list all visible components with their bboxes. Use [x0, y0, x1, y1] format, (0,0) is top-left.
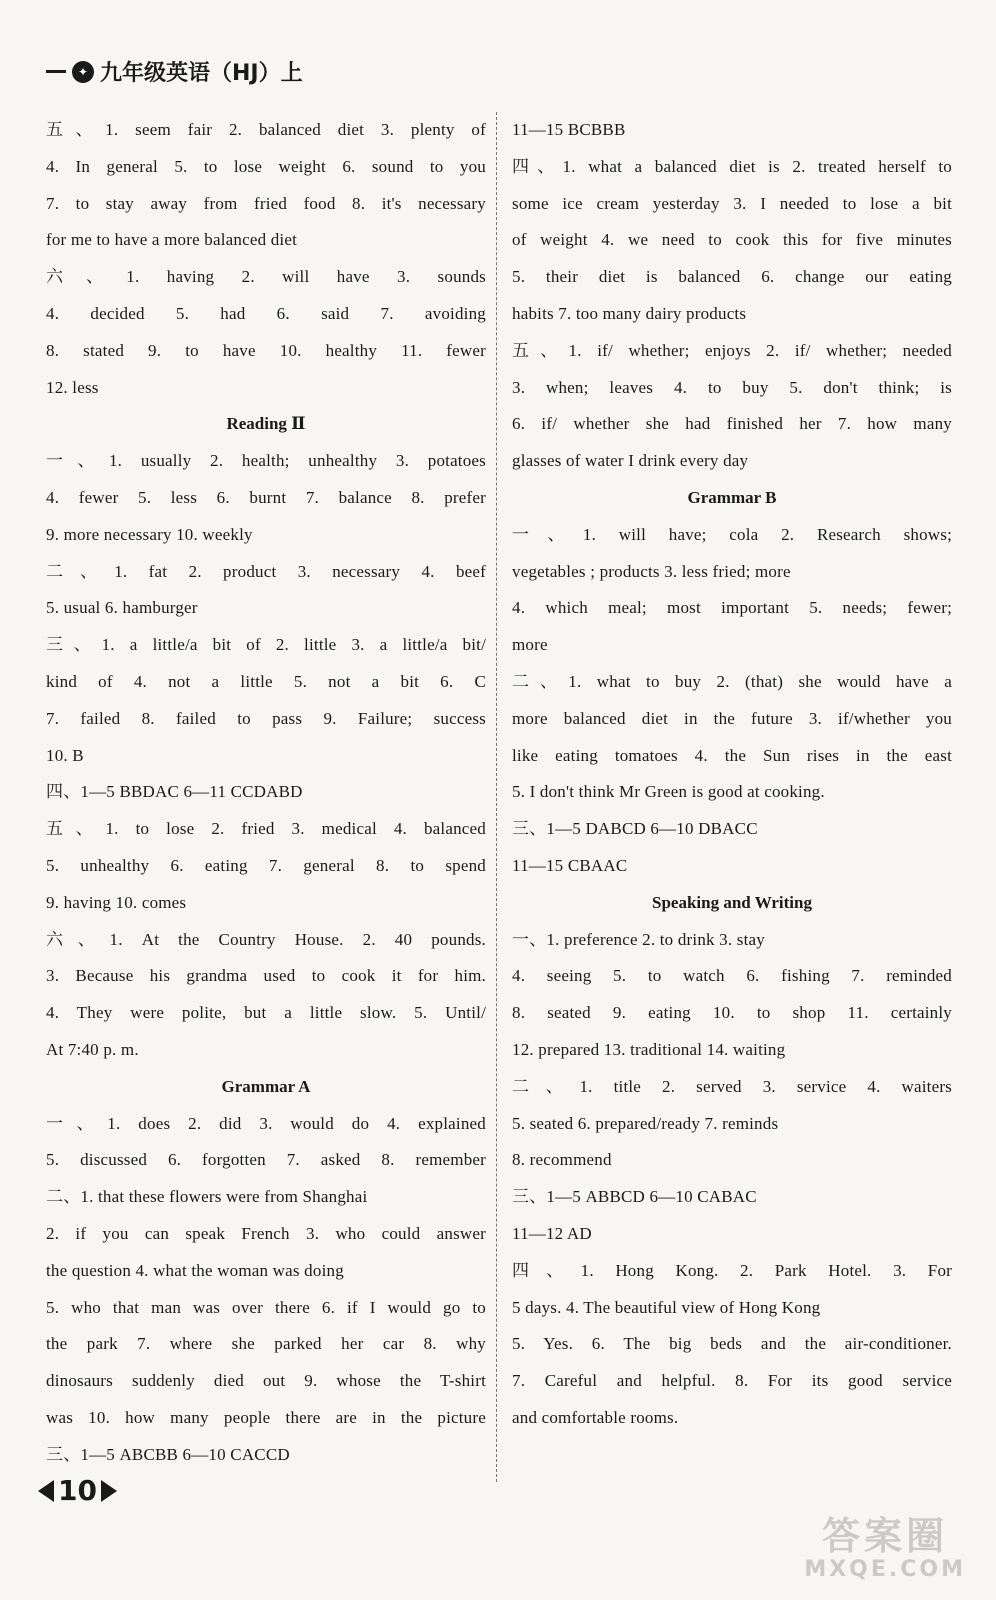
left-answer-column [46, 112, 486, 1473]
watermark-sub: MXQE.COM [804, 1556, 966, 1582]
answer-line: 五、1. seem fair 2. balanced diet 3. plenty of [46, 120, 486, 139]
answer-line: 三、1—5 ABCBB 6—10 CACCD [46, 1444, 290, 1464]
answer-line: 5. who that man was over there 6. if I would go to [46, 1297, 486, 1317]
answer-line: 12. prepared 13. traditional 14. waiting [512, 1039, 786, 1059]
answer-line: 8. stated 9. to have 10. healthy 11. fewer [46, 340, 486, 360]
answer-line: 9. more necessary 10. weekly [46, 524, 253, 544]
answer-line: 五、1. if/ whether; enjoys 2. if/ whether; needed [512, 340, 952, 360]
answer-line: 一、1. does 2. did 3. would do 4. explained [46, 1113, 486, 1133]
answer-line: kind of 4. not a little 5. not a bit 6. C [46, 671, 486, 691]
answer-line: 三、1—5 ABBCD 6—10 CABAC [512, 1187, 757, 1207]
answer-line: 8. recommend [512, 1150, 612, 1170]
answer-line: the park 7. where she parked her car 8. why [46, 1334, 486, 1354]
answer-line: 一、1. usually 2. health; unhealthy 3. potatoes [46, 451, 486, 471]
answer-line: 四、1. Hong Kong. 2. Park Hotel. 3. For [512, 1260, 952, 1280]
answer-line: 四、1—5 BBDAC 6—11 CCDABD [46, 782, 303, 802]
answer-line: for me to have a more balanced diet [46, 230, 298, 250]
answer-line: 4. seeing 5. to watch 6. fishing 7. reminded [512, 966, 952, 986]
page-footer [38, 1474, 117, 1507]
column-divider [496, 112, 498, 1482]
section-heading: Grammar B [687, 487, 777, 507]
answer-line: 7. failed 8. failed to pass 9. Failure; success [46, 708, 486, 728]
answer-line: 三、1. a little/a bit of 2. little 3. a little/a bit/ [46, 635, 486, 655]
answer-line: 一、1. preference 2. to drink 3. stay [512, 929, 765, 949]
answer-line: 四、1. what a balanced diet is 2. treated herself to [512, 156, 952, 176]
answer-line: dinosaurs suddenly died out 9. whose the T-shirt [46, 1371, 486, 1391]
answer-line: 3. when; leaves 4. to buy 5. don't think; is [512, 377, 952, 397]
header-dash [46, 70, 66, 73]
answer-line: 12. less [46, 377, 99, 397]
answer-line: 4. In general 5. to lose weight 6. sound to you [46, 156, 486, 176]
answer-line: 六、1. having 2. will have 3. sounds [46, 267, 486, 287]
answer-line: 5. unhealthy 6. eating 7. general 8. to spend [46, 855, 486, 875]
answer-line: 二、1. that these flowers were from Shanghai [46, 1187, 368, 1207]
answer-line: 三、1—5 DABCD 6—10 DBACC [512, 819, 758, 839]
right-answer-column [512, 112, 952, 1437]
answer-line: and comfortable rooms. [512, 1407, 679, 1427]
answer-line: more [512, 635, 548, 655]
watermark-main: 答案圈 [822, 1514, 949, 1559]
answer-line: At 7:40 p. m. [46, 1039, 139, 1059]
answer-line: more balanced diet in the future 3. if/whether you [512, 708, 952, 728]
answer-line: of weight 4. we need to cook this for five minutes [512, 230, 952, 250]
answer-line: 5. Yes. 6. The big beds and the air-conditioner. [512, 1334, 952, 1354]
answer-line: 4. fewer 5. less 6. burnt 7. balance 8. prefer [46, 487, 486, 507]
answer-line: 11—15 BCBBB [512, 120, 626, 139]
header-title: 九年级英语（HJ）上 [100, 61, 303, 86]
left-arrow-icon [38, 1480, 54, 1502]
answer-line: was 10. how many people there are in the picture [46, 1407, 486, 1427]
answer-line: 5. their diet is balanced 6. change our eating [512, 267, 952, 287]
answer-line: 二、1. title 2. served 3. service 4. waiters [512, 1076, 952, 1096]
section-heading: Reading Ⅱ [226, 414, 306, 434]
answer-line: 2. if you can speak French 3. who could answer [46, 1223, 486, 1243]
answer-line: 5. seated 6. prepared/ready 7. reminds [512, 1113, 779, 1133]
answer-line: like eating tomatoes 4. the Sun rises in the east [512, 745, 952, 765]
answer-line: 11—12 AD [512, 1223, 592, 1243]
page-header [46, 56, 303, 87]
answer-line: 六、1. At the Country House. 2. 40 pounds. [46, 929, 486, 949]
answer-line: 10. B [46, 745, 84, 765]
answer-line: some ice cream yesterday 3. I needed to lose a bit [512, 193, 952, 213]
answer-line: 7. Careful and helpful. 8. For its good service [512, 1371, 952, 1391]
section-heading: Grammar A [221, 1076, 311, 1096]
answer-line: 五、1. to lose 2. fried 3. medical 4. balanced [46, 819, 486, 839]
page-number: 10 [58, 1474, 97, 1507]
answer-line: 一、1. will have; cola 2. Research shows; [512, 524, 952, 544]
answer-line: 11—15 CBAAC [512, 855, 628, 875]
answer-line: 4. They were polite, but a little slow. 5. Until/ [46, 1003, 486, 1023]
answer-line: 5. usual 6. hamburger [46, 598, 198, 618]
answer-line: habits 7. too many dairy products [512, 303, 747, 323]
answer-line: 二、1. what to buy 2. (that) she would have a [512, 671, 952, 691]
answer-line: 二、1. fat 2. product 3. necessary 4. beef [46, 561, 486, 581]
section-heading: Speaking and Writing [652, 892, 812, 912]
answer-line: 8. seated 9. eating 10. to shop 11. certainly [512, 1003, 952, 1023]
answer-line: 5 days. 4. The beautiful view of Hong Kong [512, 1297, 821, 1317]
answer-line: 5. discussed 6. forgotten 7. asked 8. remember [46, 1150, 486, 1170]
answer-line: 6. if/ whether she had finished her 7. how many [512, 414, 952, 434]
answer-line: 3. Because his grandma used to cook it for him. [46, 966, 486, 986]
answer-line: vegetables ; products 3. less fried; more [512, 561, 791, 581]
answer-line: 5. I don't think Mr Green is good at cooking. [512, 782, 825, 802]
book-logo-icon: ✦ [72, 61, 94, 83]
answer-line: the question 4. what the woman was doing [46, 1260, 344, 1280]
answer-line: 7. to stay away from fried food 8. it's necessary [46, 193, 486, 213]
answer-line: 4. decided 5. had 6. said 7. avoiding [46, 303, 486, 323]
watermark [804, 1516, 966, 1582]
answer-line: 9. having 10. comes [46, 892, 187, 912]
answer-line: 4. which meal; most important 5. needs; fewer; [512, 598, 952, 618]
answer-line: glasses of water I drink every day [512, 451, 749, 471]
right-arrow-icon [101, 1480, 117, 1502]
